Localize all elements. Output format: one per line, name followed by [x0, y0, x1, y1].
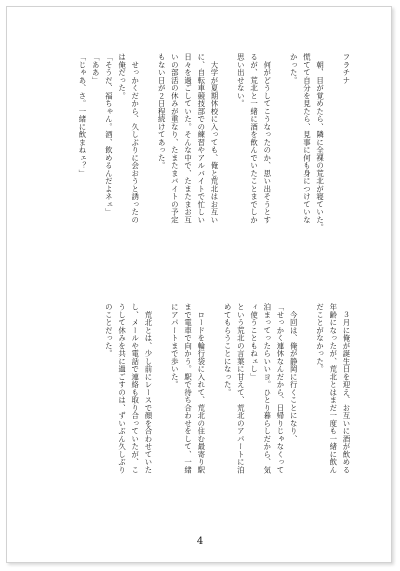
page-frame [6, 6, 392, 563]
upper-text-block: フラチナ 朝、目が覚めたら、隣に全裸の荒北が寝ていた。 慌てて自分を見たら、見事に何も身につけていな かった。 何がどうしてこうなったのか、思い出そうとす るが、荒北と一緒に酒を飲んでいたことまでしか 思い出せない。 大学が夏期休校に入っても、俺と荒北はお互い に、自転車競技部での練習やアルバイトで忙しい 日々を過ごしていた。そんな中で、たまたまお互 いの部活の休みが重なり、たまたまバイトの予定 もない日が２日程続けてあった。 せっかくだから、久しぶりに会おうと誘ったの は俺だった。 「そうだ、福ちゃん。酒、飲めるんだよネェ」 「ああ」 「じゃあ、さ。一緒に飲まねェ？」 [77, 53, 351, 232]
page-number: 4 [196, 536, 204, 547]
lower-text-block: ３月に俺が誕生日を迎え、お互いに酒が飲める 年齢になったが、荒北とはまだ一度も一緒に飲ん だことがなかった。 今回は、俺が静岡に行くことになり、 「せっかく連休なんだから、日帰りじゃなくって 泊まってったらいいヨ。ひとり暮らしだから、気 ィ使うこともねェし」 という荒北の言葉に甘えて、荒北のアパートに泊 めてもらうことになった。 ロードを輪行袋に入れて、荒北の住む最寄り駅 まで電車で向かう。駅で待ち合わせをして、一緒 にアパートまで歩いた。 荒北とは、少し前にレースで顔を合わせていた し、メールや電話で連絡も取り合っていたが、こ うして休みを共に過ごすのは、ずいぶん久しぶり のことだった。 [104, 303, 351, 474]
